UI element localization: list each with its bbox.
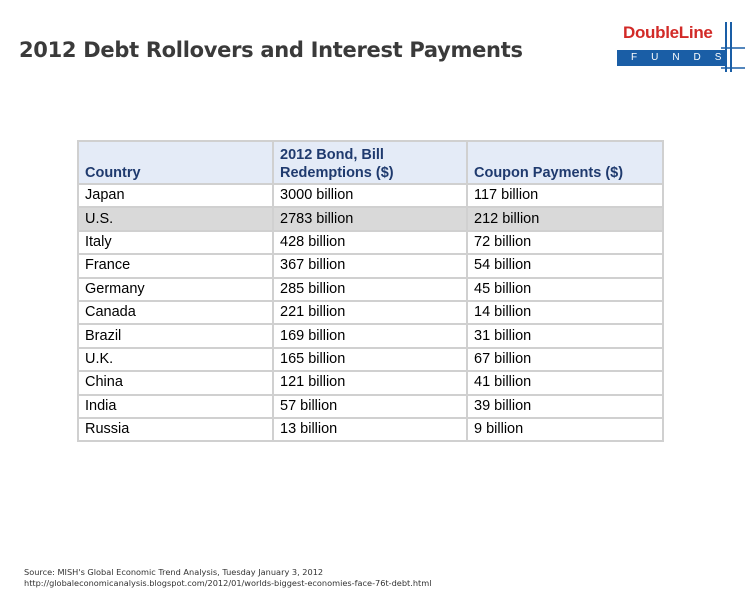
cell-country: Italy — [78, 231, 273, 254]
cell-country: U.S. — [78, 207, 273, 230]
cell-country: Russia — [78, 418, 273, 441]
cell-country: U.K. — [78, 348, 273, 371]
cell-coupon-payments: 212 billion — [467, 207, 663, 230]
cell-redemptions: 221 billion — [273, 301, 467, 324]
page-title: 2012 Debt Rollovers and Interest Payments — [19, 38, 523, 62]
source-note — [24, 567, 432, 589]
table-row — [78, 301, 663, 324]
debt-table — [77, 140, 664, 442]
source-url: http://globaleconomicanalysis.blogspot.com/2012/01/worlds-biggest-economies-face-76t-debt.html — [24, 578, 432, 588]
table-row — [78, 184, 663, 207]
doubleline-logo — [617, 22, 745, 78]
cell-coupon-payments: 54 billion — [467, 254, 663, 277]
cell-coupon-payments: 45 billion — [467, 278, 663, 301]
cell-redemptions: 3000 billion — [273, 184, 467, 207]
table-row — [78, 231, 663, 254]
table-header-row — [78, 141, 663, 184]
cell-coupon-payments: 9 billion — [467, 418, 663, 441]
table-body — [78, 184, 663, 441]
logo-subtitle: FUNDS — [617, 50, 725, 66]
cell-redemptions: 367 billion — [273, 254, 467, 277]
cell-coupon-payments: 67 billion — [467, 348, 663, 371]
header-coupon-payments: Coupon Payments ($) — [467, 141, 663, 184]
table-row — [78, 348, 663, 371]
table-row — [78, 278, 663, 301]
cell-redemptions: 428 billion — [273, 231, 467, 254]
cell-redemptions: 165 billion — [273, 348, 467, 371]
cell-redemptions: 121 billion — [273, 371, 467, 394]
logo-lines-icon — [721, 22, 745, 78]
cell-redemptions: 169 billion — [273, 324, 467, 347]
table-row — [78, 418, 663, 441]
cell-coupon-payments: 31 billion — [467, 324, 663, 347]
cell-redemptions: 57 billion — [273, 395, 467, 418]
cell-coupon-payments: 39 billion — [467, 395, 663, 418]
cell-coupon-payments: 117 billion — [467, 184, 663, 207]
cell-country: China — [78, 371, 273, 394]
cell-country: Brazil — [78, 324, 273, 347]
cell-redemptions: 13 billion — [273, 418, 467, 441]
cell-country: France — [78, 254, 273, 277]
cell-redemptions: 285 billion — [273, 278, 467, 301]
table-row — [78, 371, 663, 394]
header-country: Country — [78, 141, 273, 184]
cell-country: Germany — [78, 278, 273, 301]
cell-coupon-payments: 41 billion — [467, 371, 663, 394]
cell-country: Canada — [78, 301, 273, 324]
cell-coupon-payments: 14 billion — [467, 301, 663, 324]
cell-coupon-payments: 72 billion — [467, 231, 663, 254]
table-row — [78, 207, 663, 230]
table-row — [78, 254, 663, 277]
cell-country: Japan — [78, 184, 273, 207]
header-redemptions: 2012 Bond, Bill Redemptions ($) — [273, 141, 467, 184]
table-row — [78, 324, 663, 347]
cell-redemptions: 2783 billion — [273, 207, 467, 230]
cell-country: India — [78, 395, 273, 418]
logo-name: DoubleLine — [623, 23, 713, 42]
table-row — [78, 395, 663, 418]
source-citation: Source: MISH's Global Economic Trend Analysis, Tuesday January 3, 2012 — [24, 567, 324, 577]
